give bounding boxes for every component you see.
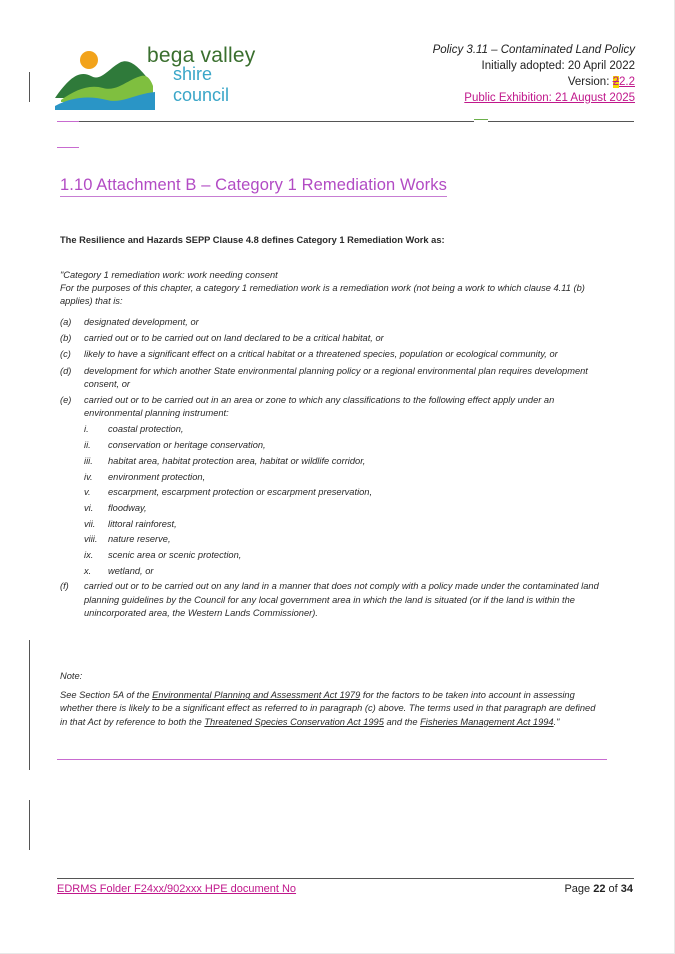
sub-list-marker: vii. — [84, 518, 96, 529]
list-item-text: development for which another State environmental planning policy or a regional environmental plan requires development consent, or — [84, 365, 588, 389]
sub-list-item-text: floodway, — [108, 502, 147, 513]
sub-list-item — [60, 549, 608, 562]
sub-list-item — [60, 486, 608, 499]
sub-list-marker: v. — [84, 487, 91, 498]
policy-title: Policy 3.11 – Contaminated Land Policy — [432, 44, 635, 56]
list-item — [60, 580, 608, 620]
sub-list-item-text: environment protection, — [108, 471, 206, 482]
list-item — [60, 348, 608, 361]
sub-list-item — [60, 533, 608, 546]
note-text: and the — [383, 716, 421, 727]
logo-text-line1: bega valley — [147, 44, 256, 67]
sub-list-marker: x. — [84, 565, 92, 576]
page-current: 22 — [593, 883, 606, 895]
note-block — [60, 670, 605, 729]
sub-list-item — [60, 423, 608, 436]
page-total: 34 — [620, 883, 633, 895]
sub-list-marker: i. — [84, 424, 89, 435]
list-marker: (c) — [60, 349, 71, 360]
note-text: for the factors to be taken into account in assessing whether there is likely to be a significant effect as referred to in paragraph (c) above. The terms used in that paragraph are defined in that Act by reference to both the — [60, 690, 596, 727]
edrms-folder-ref: EDRMS Folder F24xx/902xxx HPE document No — [57, 883, 297, 895]
sub-list-item-text: nature reserve, — [108, 534, 171, 545]
act-link-epa[interactable]: Environmental Planning and Assessment Act 1979 — [152, 690, 361, 701]
sub-list-marker: ii. — [84, 440, 91, 451]
section-end-rule — [57, 759, 607, 760]
header-rule-green — [474, 119, 488, 120]
change-bar — [29, 72, 30, 102]
page-number — [564, 883, 633, 895]
change-bar — [29, 800, 30, 850]
list-marker: (d) — [60, 365, 72, 376]
sub-list-marker: ix. — [84, 550, 94, 561]
sub-list-item-text: escarpment, escarpment protection or escarpment preservation, — [108, 487, 373, 498]
version-label: Version: — [567, 76, 613, 88]
sub-list-marker: vi. — [84, 502, 94, 513]
quote-block — [60, 269, 605, 309]
sub-list-item-text: habitat area, habitat protection area, habitat or wildlife corridor, — [108, 455, 366, 466]
logo-text-line2: shire council — [173, 64, 230, 105]
sub-list-item-text: wetland, or — [108, 565, 154, 576]
note-label: Note: — [60, 671, 83, 681]
section-heading: 1.10 Attachment B – Category 1 Remediation Works — [60, 176, 447, 197]
exhibition-date: Public Exhibition: 21 August 2025 — [464, 92, 635, 104]
header-rule-pink — [57, 147, 79, 148]
list-item — [60, 365, 608, 391]
list-item — [60, 394, 608, 420]
sub-list-item-text: conservation or heritage conservation, — [108, 440, 266, 451]
sub-list-item — [60, 518, 608, 531]
list-item-text: carried out or to be carried out in an area or zone to which any classifications to the following effect apply under an environmental planning instrument: — [84, 395, 555, 419]
version-line — [433, 74, 635, 90]
sub-list-marker: iii. — [84, 455, 93, 466]
sub-list-item — [60, 439, 608, 452]
page-of-label: of — [605, 883, 621, 895]
header-rule — [488, 121, 634, 122]
note-paragraph — [60, 689, 605, 729]
sub-list-item — [60, 565, 608, 578]
list-item — [60, 316, 608, 329]
sub-list-item-text: coastal protection, — [108, 424, 184, 435]
adopted-date: Initially adopted: 20 April 2022 — [481, 60, 635, 72]
page-label: Page — [564, 883, 594, 895]
act-link-fisheries[interactable]: Fisheries Management Act 1994 — [420, 716, 554, 727]
sub-list-item — [60, 455, 608, 468]
document-header — [433, 42, 635, 106]
list-marker: (b) — [60, 333, 72, 344]
list-marker: (e) — [60, 395, 72, 406]
list-item-text: likely to have a significant effect on a critical habitat or a threatened species, population or ecological community, or — [84, 349, 558, 360]
sub-list-item-text: littoral rainforest, — [108, 518, 177, 529]
footer-rule — [57, 878, 634, 879]
list-item-text: carried out or to be carried out on any land in a manner that does not comply with a policy made under the contaminated land planning guidelines by the Council for any local government area in which the land is situated (or if the land is within the unincorporated area, the Western Lands Commissioner). — [84, 581, 599, 618]
act-link-tsc[interactable]: Threatened Species Conservation Act 1995 — [204, 716, 384, 727]
mountains-logo-icon — [55, 40, 155, 112]
list-marker: (f) — [60, 581, 69, 592]
sub-list-item — [60, 471, 608, 484]
list-marker: (a) — [60, 317, 72, 327]
list-item-text: carried out or to be carried out on land declared to be a critical habitat, or — [84, 333, 384, 344]
criteria-list — [60, 316, 608, 623]
version-old: 2 — [612, 76, 619, 88]
sub-list-item — [60, 502, 608, 515]
header-rule-pink — [57, 121, 79, 122]
list-item — [60, 332, 608, 345]
list-item-text: designated development, or — [84, 317, 199, 327]
version-new: 2.2 — [619, 76, 635, 88]
quote-line2: For the purposes of this chapter, a category 1 remediation work is a remediation work (not being a work to which clause 4.11 (b) applies) that is: — [60, 283, 585, 307]
sub-list-item-text: scenic area or scenic protection, — [108, 550, 242, 561]
note-text: ." — [553, 716, 560, 727]
sub-list-marker: iv. — [84, 471, 93, 482]
header-rule — [79, 121, 474, 122]
quote-line1: "Category 1 remediation work: work needing consent — [60, 270, 278, 280]
note-text: See Section 5A of the — [60, 690, 153, 701]
intro-paragraph: The Resilience and Hazards SEPP Clause 4.8 defines Category 1 Remediation Work as: — [60, 235, 445, 245]
council-logo — [55, 40, 270, 112]
sub-list-marker: viii. — [84, 534, 98, 545]
change-bar — [29, 640, 30, 770]
